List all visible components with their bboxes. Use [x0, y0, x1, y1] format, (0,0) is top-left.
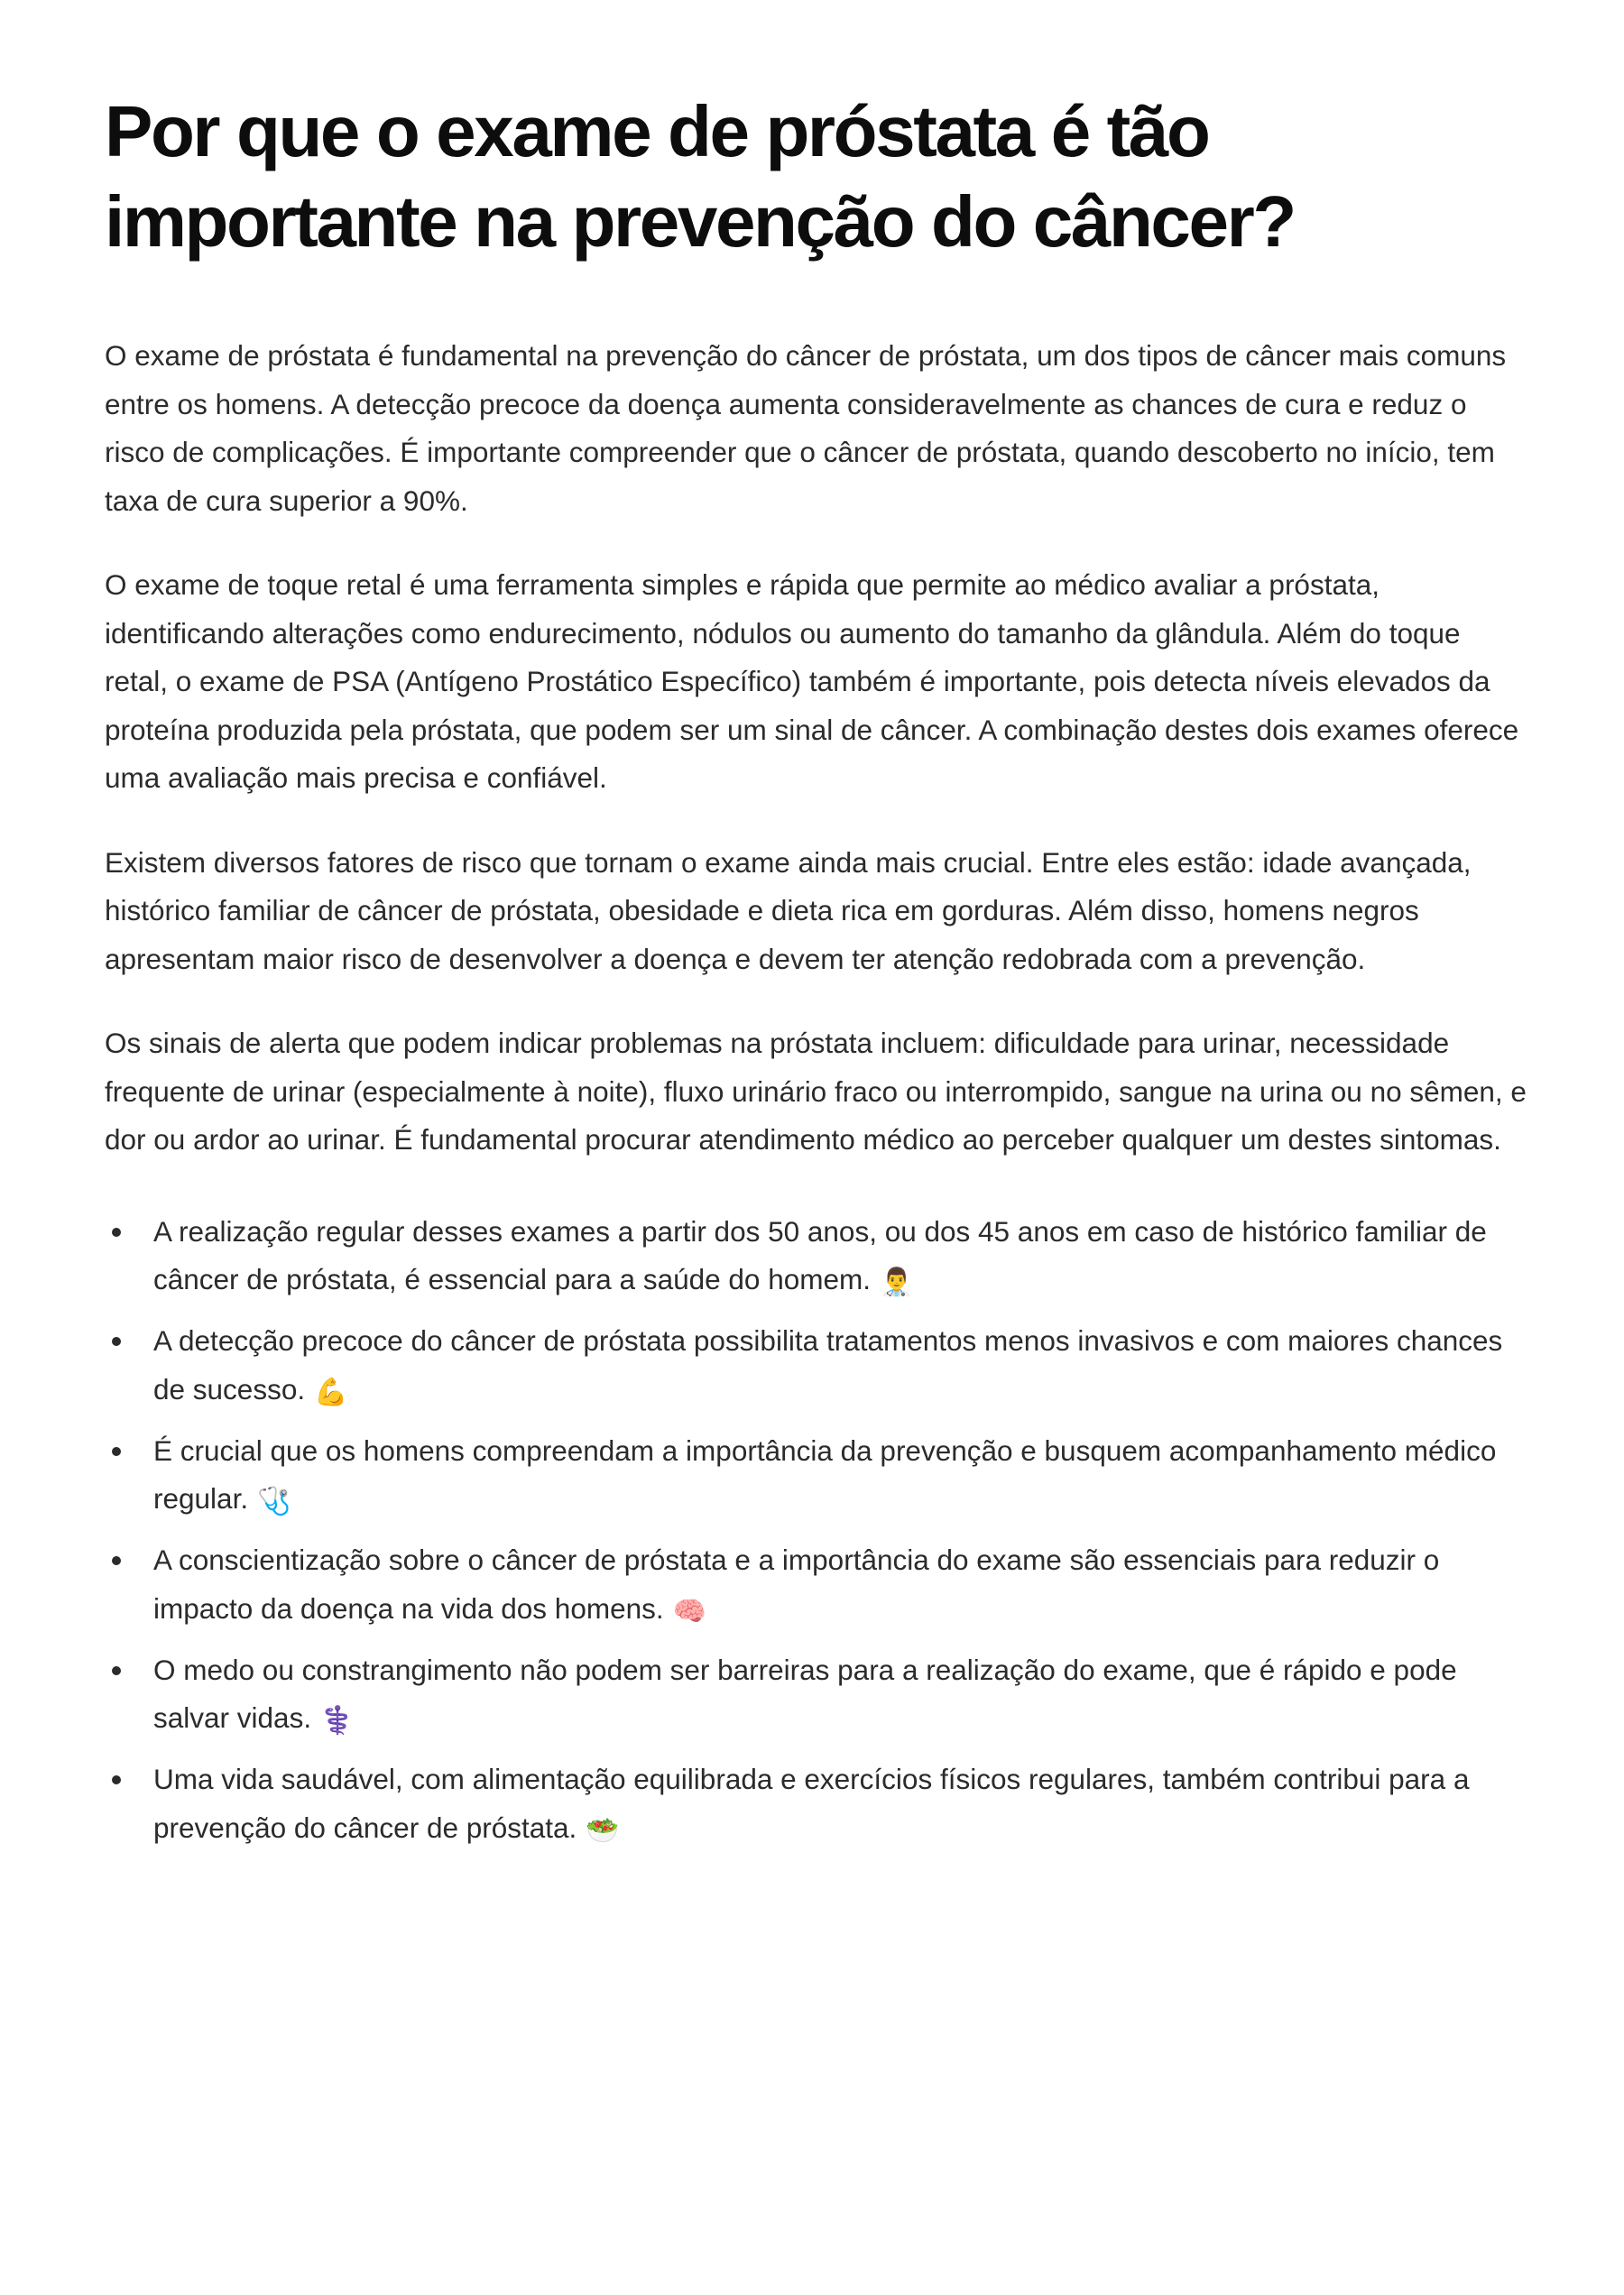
- page-title: Por que o exame de próstata é tão importante na prevenção do câncer?: [105, 91, 1295, 262]
- list-item: [105, 1427, 1530, 1524]
- doctor-emoji-icon: 👨‍⚕️: [879, 1267, 914, 1298]
- bullet-dot-icon: [112, 1775, 121, 1784]
- list-item: [105, 1317, 1530, 1414]
- list-item-text: A conscientização sobre o câncer de próstata e a importância do exame são essenciais para reduzir o impacto da doença na vida dos homens.: [153, 1544, 1440, 1625]
- bullet-dot-icon: [112, 1666, 121, 1675]
- paragraph-4: Os sinais de alerta que podem indicar problemas na próstata incluem: dificuldade para urinar, necessidade frequente de urinar (especialmente à noite), fluxo urinário fraco ou interrompido, sangue na urina ou no sêmen, e dor ou ardor ao urinar. É fundamental procurar atendimento médico ao perceber qualquer um destes sintomas.: [105, 1027, 1527, 1156]
- bullet-dot-icon: [112, 1556, 121, 1565]
- list-item: [105, 1646, 1530, 1743]
- brain-emoji-icon: 🧠: [672, 1595, 706, 1627]
- paragraph-2: O exame de toque retal é uma ferramenta simples e rápida que permite ao médico avaliar a próstata, identificando alterações como endurecimento, nódulos ou aumento do tamanho da glândula. Além do toque retal, o exame de PSA (Antígeno Prostático Específico) também é importante, pois detecta níveis elevados da proteína produzida pela próstata, que podem ser um sinal de câncer. A combinação destes dois exames oferece uma avaliação mais precisa e confiável.: [105, 568, 1519, 794]
- list-item-text: Uma vida saudável, com alimentação equilibrada e exercícios físicos regulares, também contribui para a prevenção do câncer de próstata.: [153, 1763, 1470, 1844]
- list-item-text: A detecção precoce do câncer de próstata possibilita tratamentos menos invasivos e com maiores chances de sucesso.: [153, 1324, 1503, 1406]
- bullet-dot-icon: [112, 1228, 121, 1237]
- paragraph-1: O exame de próstata é fundamental na prevenção do câncer de próstata, um dos tipos de câncer mais comuns entre os homens. A detecção precoce da doença aumenta consideravelmente as chances de cura e reduz o risco de complicações. É importante compreender que o câncer de próstata, quando descoberto no início, tem taxa de cura superior a 90%.: [105, 339, 1507, 517]
- stethoscope-emoji-icon: 🩺: [257, 1486, 291, 1517]
- list-item: [105, 1756, 1530, 1852]
- list-item-text: O medo ou constrangimento não podem ser barreiras para a realização do exame, que é rápido e pode salvar vidas.: [153, 1653, 1457, 1734]
- paragraph-3: Existem diversos fatores de risco que tornam o exame ainda mais crucial. Entre eles estão: idade avançada, histórico familiar de câncer de próstata, obesidade e dieta rica em gorduras. Além disso, homens negros apresentam maior risco de desenvolver a doença e devem ter atenção redobrada com a prevenção.: [105, 845, 1472, 975]
- list-item-text: A realização regular desses exames a partir dos 50 anos, ou dos 45 anos em caso de histórico familiar de câncer de próstata, é essencial para a saúde do homem.: [153, 1214, 1487, 1295]
- bullet-dot-icon: [112, 1447, 121, 1456]
- article-body: [105, 332, 1530, 1852]
- salad-emoji-icon: 🥗: [586, 1814, 620, 1847]
- flexed-biceps-emoji-icon: 💪: [314, 1376, 348, 1408]
- bullet-list: [105, 1208, 1530, 1853]
- bullet-dot-icon: [112, 1337, 121, 1346]
- document-page: [105, 87, 1530, 1866]
- medical-symbol-emoji-icon: ⚕️: [320, 1705, 355, 1737]
- list-item: [105, 1536, 1530, 1633]
- list-item-text: É crucial que os homens compreendam a importância da prevenção e busquem acompanhamento médico regular.: [153, 1433, 1497, 1515]
- list-item: [105, 1208, 1530, 1304]
